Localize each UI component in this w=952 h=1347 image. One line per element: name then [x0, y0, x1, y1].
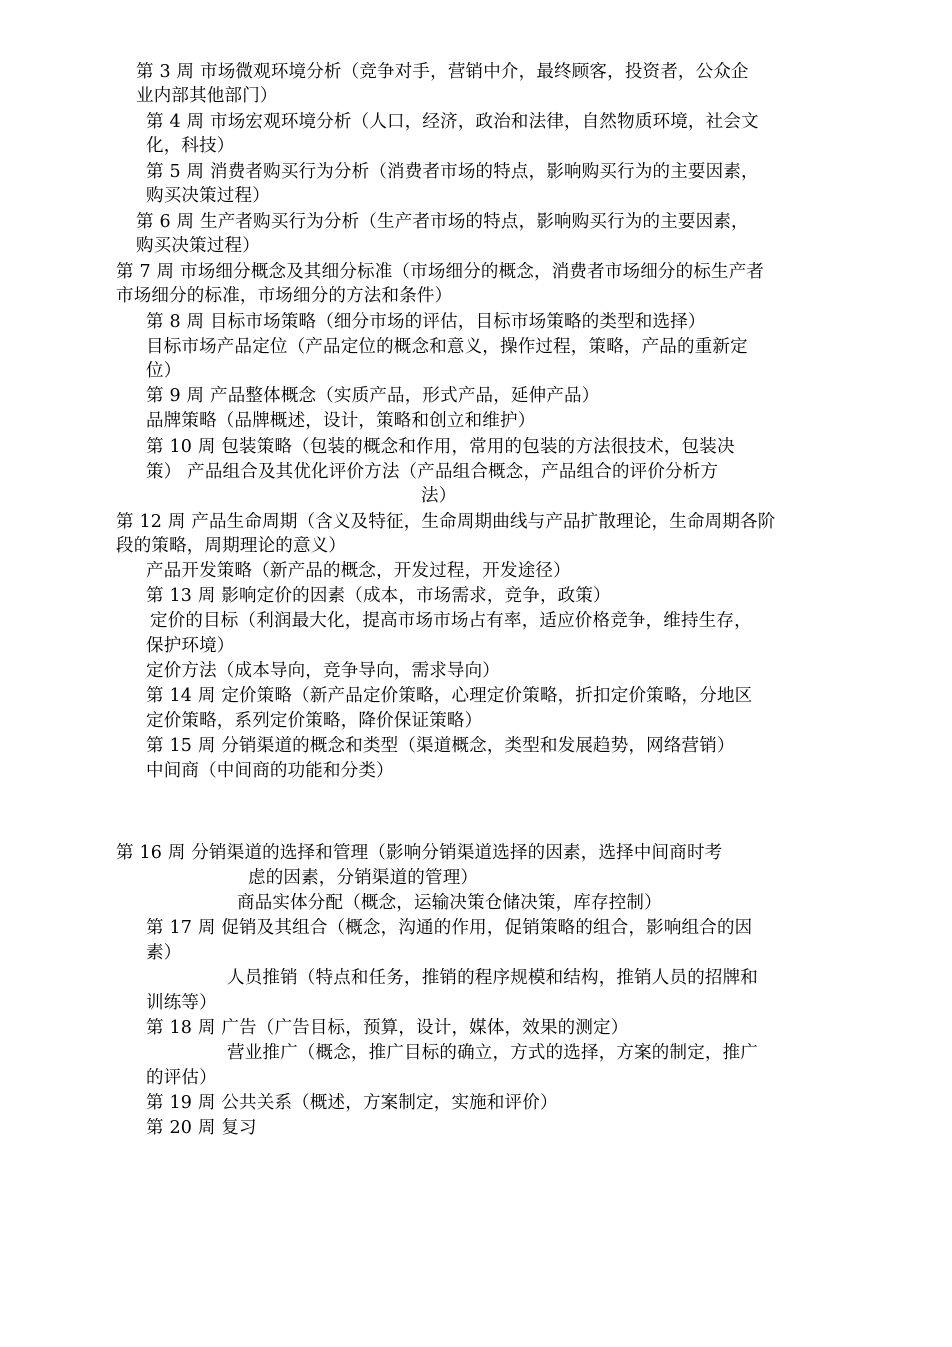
text-line: 第 18 周 广告（广告目标，预算，设计，媒体，效果的测定）	[146, 1018, 629, 1038]
text-line: 第 4 周 市场宏观环境分析（人口，经济，政治和法律，自然物质环境，社会文	[146, 112, 759, 132]
text-line: 第 16 周 分销渠道的选择和管理（影响分销渠道选择的因素，选择中间商时考	[116, 843, 723, 863]
text-line: 第 14 周 定价策略（新产品定价策略，心理定价策略，折扣定价策略，分地区	[146, 686, 753, 706]
text-line: 购买决策过程）	[136, 236, 260, 256]
text-line: 人员推销（特点和任务，推销的程序规模和结构，推销人员的招牌和	[227, 968, 758, 988]
text-line: 目标市场产品定位（产品定位的概念和意义，操作过程，策略，产品的重新定	[146, 337, 748, 357]
text-line: 第 3 周 市场微观环境分析（竞争对手，营销中介，最终顾客，投资者，公众企	[136, 62, 749, 82]
text-line: 第 9 周 产品整体概念（实质产品，形式产品，延伸产品）	[146, 386, 600, 406]
text-line: 产品开发策略（新产品的概念，开发过程，开发途径）	[146, 561, 571, 581]
text-line: 段的策略，周期理论的意义）	[116, 536, 347, 556]
text-line: 品牌策略（品牌概述，设计，策略和创立和维护）	[146, 411, 536, 431]
text-line: 策） 产品组合及其优化评价方法（产品组合概念，产品组合的评价分析方	[146, 462, 719, 482]
text-line: 虑的因素，分销渠道的管理）	[248, 868, 479, 888]
text-line: 第 7 周 市场细分概念及其细分标准（市场细分的概念，消费者市场细分的标生产者	[116, 262, 765, 282]
text-line: 第 15 周 分销渠道的概念和类型（渠道概念，类型和发展趋势，网络营销）	[146, 736, 735, 756]
text-line: 中间商（中间商的功能和分类）	[146, 761, 394, 781]
text-line: 第 6 周 生产者购买行为分析（生产者市场的特点，影响购买行为的主要因素，	[136, 212, 749, 232]
text-line: 第 20 周 复习	[146, 1118, 257, 1138]
text-line: 购买决策过程）	[146, 186, 270, 206]
text-line: 业内部其他部门）	[136, 86, 278, 106]
text-line: 第 10 周 包装策略（包装的概念和作用，常用的包装的方法很技术，包装决	[146, 437, 735, 457]
text-line: 的评估）	[146, 1068, 217, 1088]
text-line: 素）	[146, 943, 182, 963]
text-line: 保护环境）	[146, 636, 235, 656]
text-line: 化，科技）	[146, 136, 235, 156]
text-line: 定价方法（成本导向，竞争导向，需求导向）	[146, 661, 500, 681]
text-line: 第 19 周 公共关系（概述，方案制定，实施和评价）	[146, 1093, 558, 1113]
text-line: 定价策略，系列定价策略，降价保证策略）	[146, 711, 483, 731]
text-line: 第 13 周 影响定价的因素（成本，市场需求，竞争，政策）	[146, 586, 611, 606]
text-line: 市场细分的标准，市场细分的方法和条件）	[116, 286, 453, 306]
text-line: 营业推广（概念，推广目标的确立，方式的选择，方案的制定，推广	[227, 1043, 758, 1063]
text-line: 定价的目标（利润最大化，提高市场市场占有率，适应价格竞争，维持生存，	[150, 611, 752, 631]
text-line: 训练等）	[146, 993, 217, 1013]
text-line: 第 5 周 消费者购买行为分析（消费者市场的特点，影响购买行为的主要因素，	[146, 162, 759, 182]
text-line: 法）	[421, 486, 457, 506]
text-line: 商品实体分配（概念，运输决策仓储决策，库存控制）	[237, 893, 662, 913]
text-line: 位）	[146, 361, 182, 381]
text-line: 第 12 周 产品生命周期（含义及特征，生命周期曲线与产品扩散理论，生命周期各阶	[116, 512, 776, 532]
text-line: 第 17 周 促销及其组合（概念，沟通的作用，促销策略的组合，影响组合的因	[146, 918, 753, 938]
text-line: 第 8 周 目标市场策略（细分市场的评估，目标市场策略的类型和选择）	[146, 312, 706, 332]
